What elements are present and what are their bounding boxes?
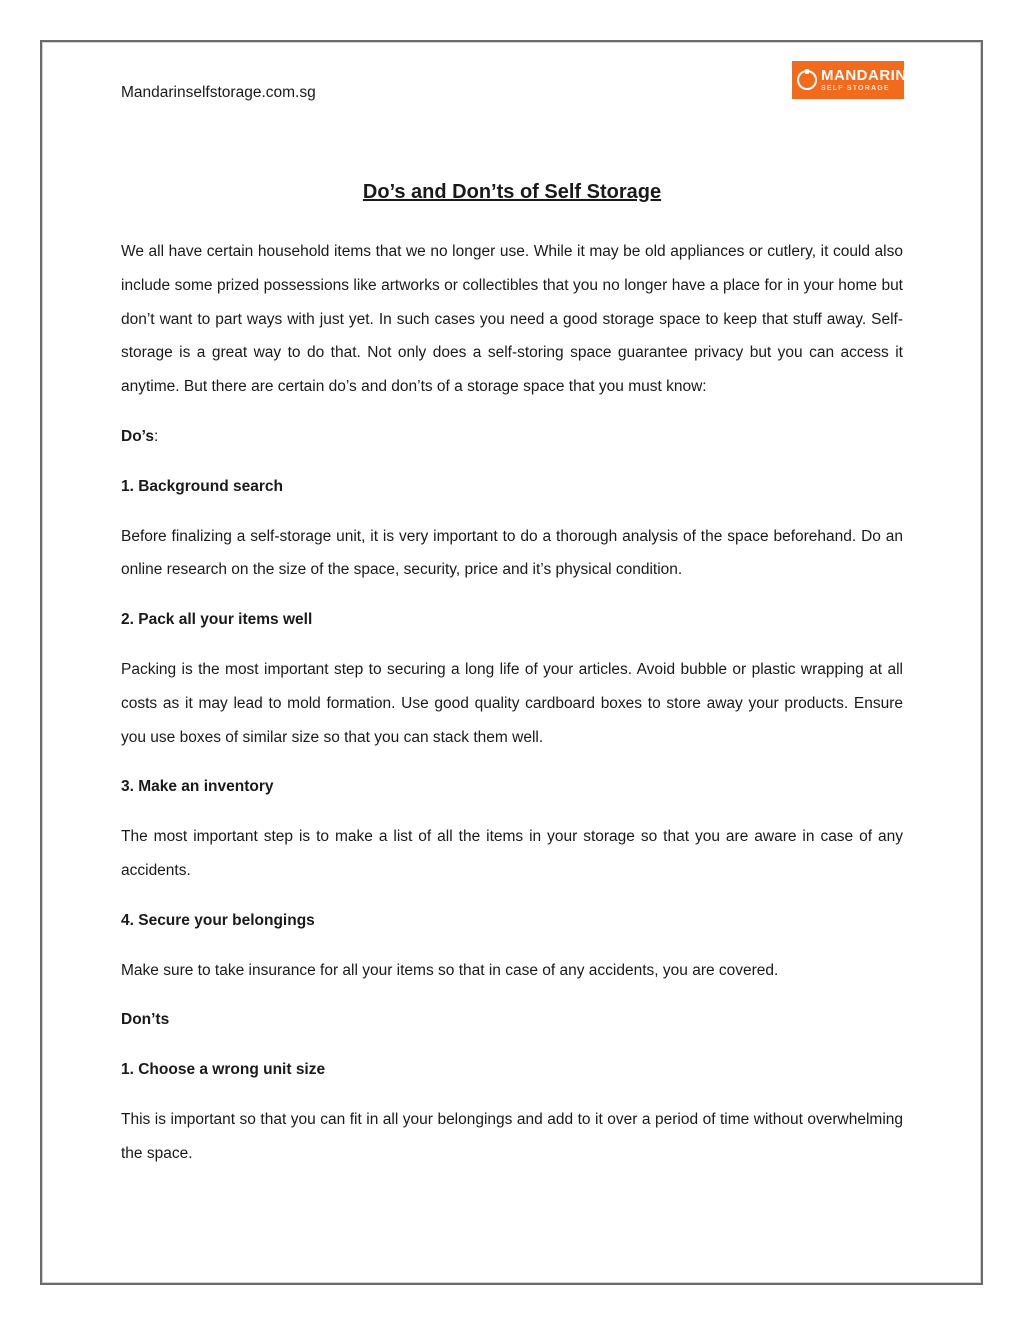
section-paragraph: Before finalizing a self-storage unit, it is very important to do a thorough analysis of the space beforehand. Do an online research on the size of the space, security, price and it’s physical condition.	[121, 527, 903, 579]
section-heading: 1. Background search	[121, 477, 283, 495]
site-url: Mandarinselfstorage.com.sg	[121, 84, 316, 101]
dos-heading-text: Do’s	[121, 427, 155, 445]
section-paragraph: Make sure to take insurance for all your items so that in case of any accidents, you are covered.	[121, 961, 779, 979]
section-paragraph: The most important step is to make a list of all the items in your storage so that you are aware in case of any accidents.	[121, 828, 903, 879]
section-heading: 1. Choose a wrong unit size	[121, 1061, 326, 1079]
dos-heading-colon: :	[154, 427, 159, 445]
orange-icon	[797, 70, 817, 90]
mandarin-logo	[792, 61, 907, 99]
donts-heading: Don’ts	[121, 1011, 170, 1029]
section-paragraph: This is important so that you can fit in all your belongings and add to it over a period of time without overwhelming the space.	[121, 1110, 903, 1162]
section-paragraph: Packing is the most important step to securing a long life of your articles. Avoid bubble or plastic wrapping at all costs as it may lead to mold formation. Use good quality cardboard boxes to store away your products. Ensure you use boxes of similar size so that you can stack them well.	[121, 660, 903, 746]
logo-sub-text: SELF STORAGE	[821, 85, 890, 92]
section-heading: 3. Make an inventory	[121, 778, 274, 796]
page-title: Do’s and Don’ts of Self Storage	[362, 181, 662, 203]
intro-paragraph: We all have certain household items that we no longer use. While it may be old appliances or cutlery, it could also include some prized possessions like artworks or collectibles that you no longer have a place for in your home but don’t want to part ways with just yet. In such cases you need a good storage space to keep that stuff away. Self-storage is a great way to do that. Not only does a self-storing space guarantee privacy but you can access it anytime. But there are certain do’s and don’ts of a storage space that you must know:	[121, 243, 903, 396]
article-body	[121, 235, 903, 1171]
dos-heading	[121, 420, 903, 454]
section-heading: 2. Pack all your items well	[121, 611, 313, 629]
section-heading: 4. Secure your belongings	[121, 911, 315, 929]
logo-text	[821, 68, 907, 92]
logo-main-text: MANDARIN	[821, 67, 907, 84]
